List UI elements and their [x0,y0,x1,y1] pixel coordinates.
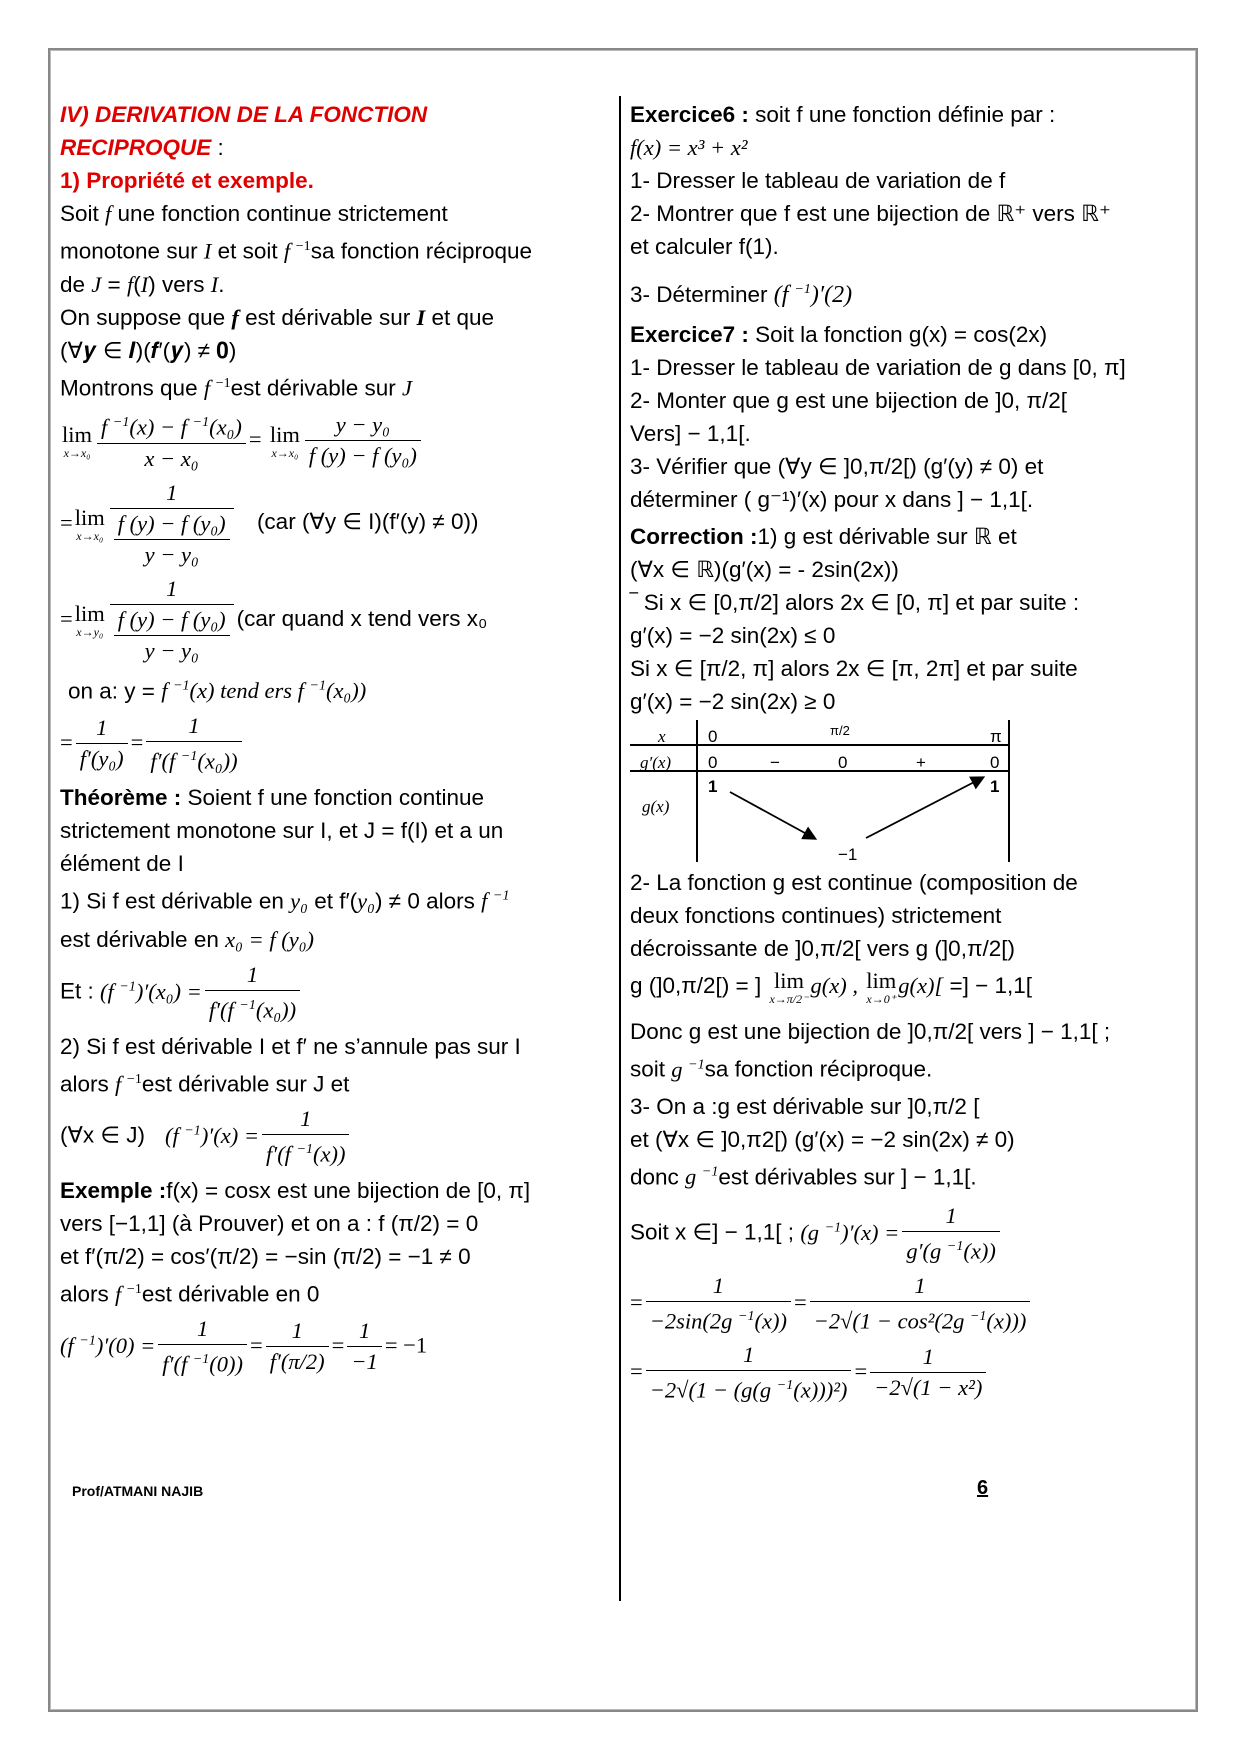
limit-derivation-1: lim x→x₀ $\frac{f ^{-1}(x) - f ^{-1}(x_0)}{\text{x − x₀}}$ = lim x→x₀ $\frac{\text{y − y₀}}{\text{f (y) − f (y₀)}}$ [60,408,610,474]
limit-derivation-2: = lim x→x₀ $\frac{1}{\frac{\text{f (y) − f (y₀)}}{\text{y − y₀}}}$ (car (∀y ∈ I)(f′(y) ≠ 0)) [60,478,610,570]
page-number: 6 [977,1477,989,1499]
exercise-6: Exercice6 : soit f une fonction définie par : [630,102,1056,127]
right-column: Exercice6 : soit f une fonction définie par : f(x) = x³ + x² 1- Dresser le tableau de variation de f 2- Montrer que f est une bijection de ℝ⁺ vers ℝ⁺ et calculer f(1). 3- Déterminer (f $^{-1}$)′(2) Exercice7 : Soit la fonction g(x) = cos(2x) 1- Dresser le tableau de variation de g dans [0, π] 2- Monter que g est une bijection de ]0, π/2[ Vers] − 1,1[. 3- Vérifier que (∀y ∈ ]0,π/2[) (g′(y) ≠ 0) et déterminer ( g⁻¹)′(x) pour x dans ] − 1,1[. Correction :1) g est dérivable sur ℝ et (∀x ∈ ℝ)(g′(x) = - 2sin(2x)) ‾ Si x ∈ [0,π/2] alors 2x ∈ [0, π] et par suite : g′(x) = −2 sin(2x) ≤ 0 Si x ∈ [π/2, π] alors 2x ∈ [π, 2π] et par suite g′(x) = −2 sin(2x) ≥ 0 x g′(x) g(x) 0 π/2 π 0 − 0 + 0 1 1 −1 2- La fonction g est continue (composition de deux fonctions continues) strictement décroissante de ]0,π/2[ vers g (]0,π/2[) g (]0,π/2[) = ] lim x→π/2⁻ g(x) , lim x→0⁺ g(x)[ =] − 1,1[ Donc g est une bijection de ]0,π/2[ vers ] − 1,1[ ; soit g $^{-1}$sa fonction réciproque. 3- On a :g est dérivable sur ]0,π/2 [ et (∀x ∈ ]0,π2[) (g′(x) = −2 sin(2x) ≠ 0) donc g $^{-1}$est dérivables sur ] − 1,1[. Soit x ∈] − 1,1[ ; (g $^{-1}$)′(x) = $\frac{1}{g'(g ^{-1}(x))}$ = $\frac{1}{-2\sin(2g ^{-1}(x))}$ = $\frac{1}{-2√(1 - \cos^2(2g ^{-1}(x)))}$ = $\frac{1}{-2√(1 - (g(g ^{-1}(x)))^2)}$ = $\frac{1}{\text{−2√(1 − x²)}}$ [630,98,1190,1410]
author-footer: Prof/ATMANI NAJIB [72,1483,204,1499]
column-divider [619,96,621,1601]
left-column: IV) DERIVATION DE LA FONCTION RECIPROQUE : 1) Propriété et exemple. Soit f une fonction continue strictement monotone sur I et soit f $^{-1}$sa fonction réciproque de J = f(I) vers I. On suppose que f est dérivable sur I et que (∀𝒚 ∈ 𝑰)(𝒇′(𝒚) ≠ 𝟎) Montrons que f $^{-1}$est dérivable sur J lim x→x₀ $\frac{f ^{-1}(x) - f ^{-1}(x_0)}{\text{x − x₀}}$ = lim x→x₀ $\frac{\text{y − y₀}}{\text{f (y) − f (y₀)}}$ = lim x→x₀ $\frac{1}{\frac{\text{f (y) − f (y₀)}}{\text{y − y₀}}}$ (car (∀y ∈ I)(f′(y) ≠ 0)) = lim x→y₀ $\frac{1}{\frac{\text{f (y) − f (y₀)}}{\text{y − y₀}}}$ (car quand x tend vers x₀ on a: y = f $^{-1}$(x) tend ers f $^{-1}$(x₀)) = $\frac{1}{\text{f′(y₀)}}$ = $\frac{1}{f'(f ^{-1}(x_0))}$ Théorème : Soient f une fonction continue strictement monotone sur I, et J = f(I) et a un élément de I 1) Si f est dérivable en y₀ et f′(y₀) ≠ 0 alors f $^{-1}$ est dérivable en x₀ = f (y₀) Et : (f $^{-1}$)′(x₀) = $\frac{1}{f'(f ^{-1}(x_0))}$ 2) Si f est dérivable I et f′ ne s’annule pas sur I alors f $^{-1}$est dérivable sur J et (∀x ∈ J) (f $^{-1}$)′(x) = $\frac{1}{f'(f ^{-1}(x))}$ Exemple :f(x) = cosx est une bijection de [0, π] vers [−1,1] (à Prouver) et on a : f (π/2) = 0 et f′(π/2) = cos′(π/2) = −sin (π/2) = −1 ≠ 0 alors f $^{-1}$est dérivable en 0 (f $^{-1}$)′(0) = $\frac{1}{f'(f ^{-1}(0))}$ = $\frac{1}{f'(\pi/2)}$ = $\frac{1}{-1}$ = −1 [60,98,610,1384]
limit-result: = $\frac{1}{\text{f′(y₀)}}$ = $\frac{1}{f'(f ^{-1}(x_0))}$ [60,711,610,777]
limit-derivation-3: = lim x→y₀ $\frac{1}{\frac{\text{f (y) − f (y₀)}}{\text{y − y₀}}}$ (car quand x tend vers x₀ [60,574,610,666]
exercise-7: Exercice7 : Soit la fonction g(x) = cos(2x) [630,322,1048,347]
example: Exemple :f(x) = cosx est une bijection de [0, π] [60,1177,531,1203]
theorem: Théorème : Soient f une fonction continue [60,784,484,810]
subtitle: 1) Propriété et exemple. [60,168,314,193]
variation-table: x g′(x) g(x) 0 π/2 π 0 − 0 + 0 1 1 −1 [630,720,1020,862]
example-computation: (f $^{-1}$)′(0) = $\frac{1}{f'(f ^{-1}(0))}$ = $\frac{1}{f'(\pi/2)}$ = $\frac{1}{-1}$ = −1 [60,1314,610,1380]
correction: Correction :1) g est dérivable sur ℝ et [630,524,1017,549]
section-title: IV) DERIVATION DE LA FONCTION [60,102,428,127]
variation-arrows [630,720,1020,862]
